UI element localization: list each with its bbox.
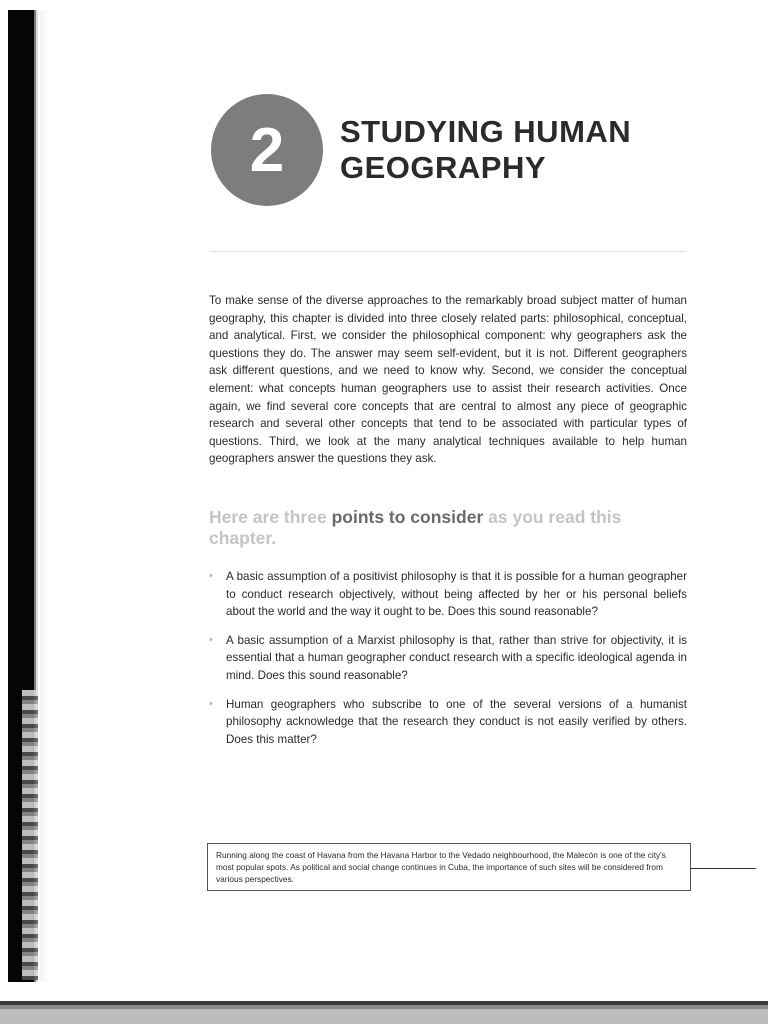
title-divider: [210, 251, 686, 252]
point-text: Human geographers who subscribe to one of the several versions of a humanist philosophy acknowledge that the research they conduct is not easily verified by others. Does this matter?: [226, 697, 687, 746]
bullet-icon: •: [209, 570, 213, 582]
caption-leader-line: [690, 868, 756, 869]
list-item: [209, 632, 687, 685]
points-heading-after: as you read this chapter.: [209, 507, 622, 548]
chapter-number-badge: [211, 94, 323, 206]
cover-photo-edge: [22, 690, 38, 980]
intro-paragraph: To make sense of the diverse approaches to the remarkably broad subject matter of human geography, this chapter is divided into three closely related parts: philosophical, conceptual, and analytical. First, we consider the philosophical component: why geographers ask the questions they do. The answer may seem self-evident, but it is not. Different geographers ask different questions, and we need to know why. Second, we consider the conceptual element: what concepts human geographers use to assist their research activities. Once again, we find several core concepts that are central to almost any piece of geographic research and several other concepts that tend to be associated with particular types of questions. Third, we look at the many analytical techniques available to help human geographers answer the questions they ask.: [209, 294, 687, 466]
point-text: A basic assumption of a Marxist philosophy is that, rather than strive for objectivity, it is essential that a human geographer conduct research with a specific ideological agenda in mind. Does this sound reasonable?: [226, 633, 687, 682]
list-item: [209, 568, 687, 621]
chapter-number: 2: [249, 115, 285, 185]
points-heading-emphasis: points to consider: [331, 507, 484, 527]
photo-caption: Running along the coast of Havana from the Havana Harbor to the Vedado neighbourhood, the Malecón is one of the city's most popular spots. As political and social change continues in Cuba, the importance of such sites will be considered from various perspectives.: [207, 843, 691, 891]
scan-bottom-edge: [0, 1001, 768, 1024]
point-text: A basic assumption of a positivist philosophy is that it is possible for a human geographer to conduct research objectively, without being affected by her or his personal beliefs about the world and the way it ought to be. Does this sound reasonable?: [226, 570, 687, 619]
bullet-icon: •: [209, 633, 213, 646]
bullet-icon: •: [209, 697, 213, 710]
points-list: [209, 568, 687, 759]
page-gutter: [40, 10, 48, 982]
list-item: [209, 696, 687, 749]
chapter-title: STUDYING HUMAN GEOGRAPHY: [340, 114, 632, 185]
points-heading-before: Here are three: [209, 507, 332, 527]
points-heading: [209, 507, 679, 549]
